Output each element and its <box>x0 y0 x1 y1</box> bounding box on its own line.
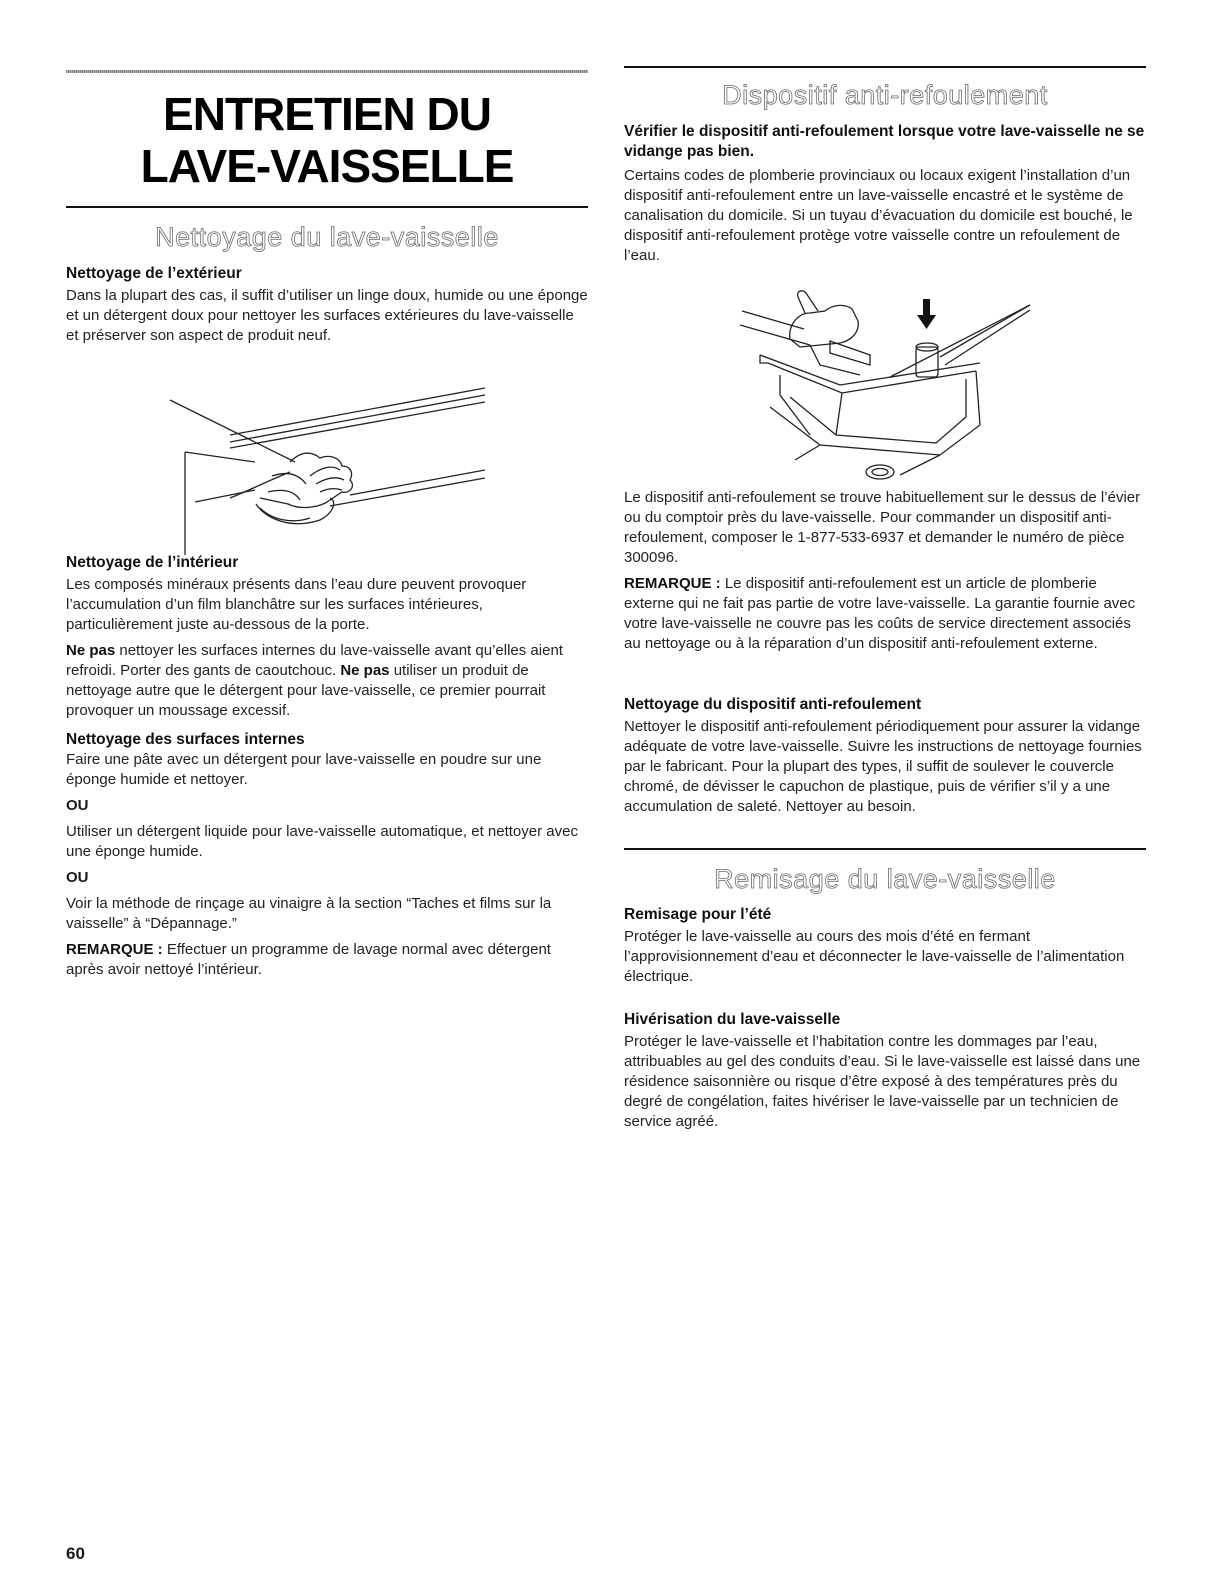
section-title-cleaning: Nettoyage du lave-vaisselle <box>155 222 499 252</box>
left-section-rule <box>66 206 588 208</box>
interior-text-2b: utiliser un produit de nettoyage autre que le détergent pour lave-vaisselle, ce premier pourrait provoquer un moussage excessif. <box>66 662 546 719</box>
right-note <box>624 574 1146 654</box>
interior-text-2a: nettoyer les surfaces internes du lave-vaisselle avant qu’elles aient refroidi. Porter des gants de caoutchouc. <box>66 642 563 679</box>
interior-warning-2: Ne pas <box>340 662 390 679</box>
right-note-text: Le dispositif anti-refoulement est un article de plomberie externe qui ne fait pas partie de votre lave-vaisselle. La garantie fournie avec votre lave-vaisselle ne couvre pas les coûts de service directement associés au nettoyage ou à la réparation d’un dispositif anti-refoulement externe. <box>624 575 1136 652</box>
page-number: 60 <box>66 1544 85 1563</box>
interior-heading: Nettoyage de l’intérieur <box>66 554 239 571</box>
or-label-2: OU <box>66 869 89 886</box>
section-title-air-gap: Dispositif anti-refoulement <box>722 80 1048 110</box>
internal-surfaces-text-3: Voir la méthode de rinçage au vinaigre à la section “Taches et films sur la vaisselle” à “Dépannage.” <box>66 895 552 932</box>
internal-surfaces-text-2: Utiliser un détergent liquide pour lave-vaisselle automatique, et nettoyer avec une éponge humide. <box>66 823 578 860</box>
or-label-1: OU <box>66 797 89 814</box>
air-gap-cleaning-text: Nettoyer le dispositif anti-refoulement périodiquement pour assurer la vidange adéquate de votre lave-vaisselle. Suivre les instructions de nettoyage fournies par le fabricant. Pour la plupart des types, il suffit de soulever le couvercle chromé, de dévisser le capuchon de plastique, puis de vérifier s’il y a une accumulation de saleté. Nettoyer au besoin. <box>624 718 1142 815</box>
internal-surfaces-block <box>66 730 588 980</box>
right-top-rule <box>624 66 1146 68</box>
top-decorative-rule <box>66 70 588 73</box>
interior-text-2 <box>66 641 588 721</box>
left-note-label: REMARQUE : <box>66 941 163 958</box>
section-title-storage: Remisage du lave-vaisselle <box>714 864 1056 894</box>
interior-text-1: Les composés minéraux présents dans l’eau dure peuvent provoquer l’accumulation d’un film blanchâtre sur les surfaces intérieures, particulièrement juste au-dessous de la porte. <box>66 576 527 633</box>
sink-air-gap-illustration <box>740 285 1040 490</box>
exterior-cleaning-block <box>66 264 588 346</box>
exterior-text: Dans la plupart des cas, il suffit d’utiliser un linge doux, humide ou une éponge et un détergent doux pour nettoyer les surfaces extérieures du lave-vaisselle et préserver son aspect de produit neuf. <box>66 287 588 344</box>
storage-section-rule <box>624 848 1146 850</box>
summer-storage-text: Protéger le lave-vaisselle au cours des mois d’été en fermant l’approvisionnement d’eau et déconnecter le lave-vaisselle de l’alimentation électrique. <box>624 928 1125 985</box>
winterizing-heading: Hivérisation du lave-vaisselle <box>624 1011 841 1028</box>
left-note <box>66 940 588 980</box>
summer-storage-heading: Remisage pour l’été <box>624 906 772 923</box>
hand-wiping-illustration <box>160 380 500 555</box>
winterizing-block <box>624 1010 1146 1132</box>
winterizing-text: Protéger le lave-vaisselle et l’habitation contre les dommages par l’eau, attribuables au gel des conduits d’eau. Si le lave-vaisselle est laissé dans une résidence saisonnière ou risque d’être exposé à des températures près du degré de congélation, faites hivériser le lave-vaisselle par un technicien de service agréé. <box>624 1033 1141 1130</box>
page-title-line1: ENTRETIEN DU <box>163 88 491 140</box>
page-title-line2: LAVE-VAISSELLE <box>140 140 514 192</box>
right-note-label: REMARQUE : <box>624 575 721 592</box>
internal-surfaces-text-1: Faire une pâte avec un détergent pour lave-vaisselle en poudre sur une éponge humide et nettoyer. <box>66 751 542 788</box>
page-title <box>66 88 588 192</box>
air-gap-cleaning-heading: Nettoyage du dispositif anti-refoulement <box>624 696 922 713</box>
air-gap-cleaning-block <box>624 695 1146 817</box>
air-gap-text-2: Le dispositif anti-refoulement se trouve habituellement sur le dessus de l’évier ou du comptoir près du lave-vaisselle. Pour commander un dispositif anti-refoulement, composer le 1-877-533-6937 et demander le numéro de pièce 300096. <box>624 489 1141 566</box>
air-gap-lead: Vérifier le dispositif anti-refoulement lorsque votre lave-vaisselle ne se vidange pas bien. <box>624 123 1145 160</box>
air-gap-intro-block <box>624 122 1146 266</box>
exterior-heading: Nettoyage de l’extérieur <box>66 265 242 282</box>
interior-warning-1: Ne pas <box>66 642 116 659</box>
summer-storage-block <box>624 905 1146 987</box>
left-note-text: Effectuer un programme de lavage normal avec détergent après avoir nettoyé l’intérieur. <box>66 941 551 978</box>
interior-cleaning-block <box>66 553 588 721</box>
internal-surfaces-heading: Nettoyage des surfaces internes <box>66 731 305 748</box>
air-gap-location-block <box>624 488 1146 654</box>
air-gap-text-1: Certains codes de plomberie provinciaux ou locaux exigent l’installation d’un dispositif anti-refoulement entre un lave-vaisselle encastré et le système de canalisation du domicile. Si un tuyau d’évacuation du domicile est bouché, le dispositif anti-refoulement protège votre vaisselle contre un refoulement de l’eau. <box>624 167 1133 264</box>
